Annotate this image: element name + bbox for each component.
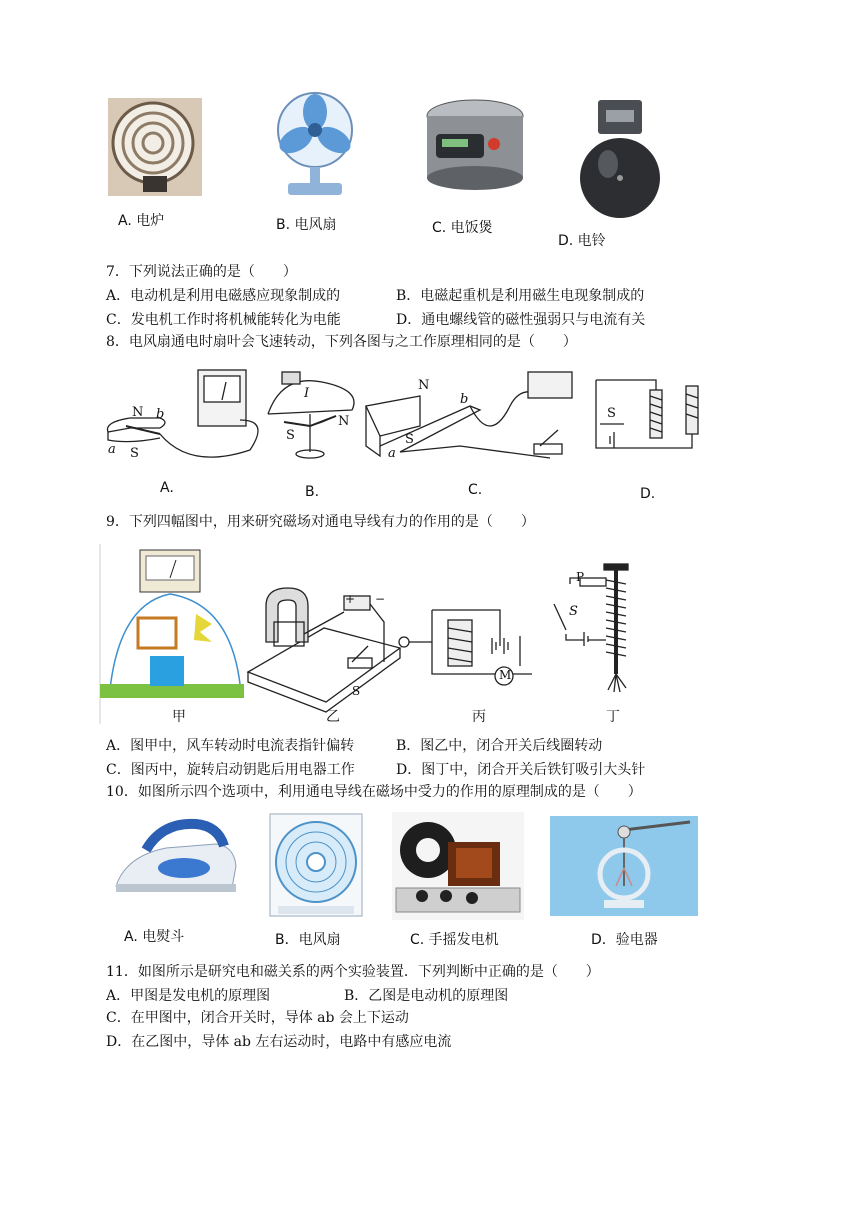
box-fan-image <box>268 812 364 920</box>
q7-option-a: A．电动机是利用电磁感应现象制成的 <box>106 288 341 304</box>
q8c-label-s: S <box>405 432 414 447</box>
q8c-label-a: a <box>388 446 396 461</box>
q9-figure-ding <box>548 564 648 694</box>
q8-stem: 8．电风扇通电时扇叶会飞速转动，下列各图与之工作原理相同的是（ ） <box>106 334 577 350</box>
q8a-label-a: a <box>108 442 116 457</box>
electric-fan-image <box>270 90 360 200</box>
q8a-label-b: b <box>156 407 165 422</box>
q9bing-label-m: M <box>499 668 512 682</box>
q10-caption-d: D．验电器 <box>591 932 658 948</box>
q8-figure-d <box>584 376 696 452</box>
q8b-label-i: I <box>304 386 310 401</box>
q9-option-d: D．图丁中，闭合开关后铁钉吸引大头针 <box>396 762 646 778</box>
q9yi-label-s: S <box>352 684 361 698</box>
q7-option-c: C．发电机工作时将机械能转化为电能 <box>106 312 341 328</box>
q9-caption-bing: 丙 <box>472 709 486 725</box>
q10-stem: 10．如图所示四个选项中，利用通电导线在磁场中受力的作用的原理制成的是（ ） <box>106 784 642 800</box>
q8-caption-b: B. <box>305 484 320 500</box>
q8c-label-n: N <box>418 378 430 393</box>
q10-caption-a: A. 电熨斗 <box>124 929 185 945</box>
q6-caption-c: C. 电饭煲 <box>432 220 493 236</box>
electroscope-image <box>550 816 698 916</box>
q9-caption-yi: 乙 <box>326 709 340 725</box>
q11-option-a: A．甲图是发电机的原理图 <box>106 988 271 1004</box>
q9yi-label-plus: + <box>345 592 356 606</box>
q8-figure-a <box>100 360 260 470</box>
q10-caption-b: B．电风扇 <box>275 932 341 948</box>
q8c-label-b: b <box>460 392 469 407</box>
q9-option-a: A．图甲中，风车转动时电流表指针偏转 <box>106 738 355 754</box>
q8-caption-c: C. <box>468 482 483 498</box>
q11-stem: 11．如图所示是研究电和磁关系的两个实验装置．下列判断中正确的是（ ） <box>106 964 600 980</box>
q8b-label-n: N <box>338 414 350 429</box>
q9-figure-bing <box>396 596 538 696</box>
q8a-label-n: N <box>132 405 144 420</box>
q11-option-c: C．在甲图中，闭合开关时，导体 ab 会上下运动 <box>106 1010 409 1026</box>
q8-caption-a: A. <box>160 480 174 496</box>
q9-option-c: C．图丙中，旋转启动钥匙后用电器工作 <box>106 762 355 778</box>
q9-caption-ding: 丁 <box>606 709 620 725</box>
q9ding-label-s: S <box>569 604 578 619</box>
q8a-label-s: S <box>130 446 139 461</box>
q6-caption-b: B. 电风扇 <box>276 217 337 233</box>
q7-option-d: D．通电螺线管的磁性强弱只与电流有关 <box>396 312 646 328</box>
q8-figure-b <box>262 364 372 464</box>
q8b-label-s: S <box>286 428 295 443</box>
q9yi-label-minus: − <box>375 592 386 606</box>
electric-stove-image <box>108 98 204 198</box>
q9-caption-jia: 甲 <box>172 709 186 725</box>
q8-caption-d: D. <box>640 486 656 502</box>
q9-stem: 9．下列四幅图中，用来研究磁场对通电导线有力的作用的是（ ） <box>106 514 535 530</box>
q6-caption-a: A. 电炉 <box>118 213 165 229</box>
electric-iron-image <box>106 816 240 900</box>
q11-option-b: B．乙图是电动机的原理图 <box>344 988 509 1004</box>
hand-crank-generator-image <box>392 812 524 920</box>
q8d-label-s: S <box>607 406 616 421</box>
q7-stem: 7．下列说法正确的是（ ） <box>106 264 297 280</box>
q6-caption-d: D. 电铃 <box>558 233 606 249</box>
q7-option-b: B．电磁起重机是利用磁生电现象制成的 <box>396 288 645 304</box>
q9-figure-jia <box>100 544 244 724</box>
q10-caption-c: C. 手摇发电机 <box>410 932 499 948</box>
q11-option-d: D．在乙图中，导体 ab 左右运动时，电路中有感应电流 <box>106 1034 452 1050</box>
rice-cooker-image <box>420 94 530 194</box>
q9ding-label-p: P <box>576 570 585 584</box>
q9-option-b: B．图乙中，闭合开关后线圈转动 <box>396 738 603 754</box>
electric-bell-image <box>580 100 660 225</box>
